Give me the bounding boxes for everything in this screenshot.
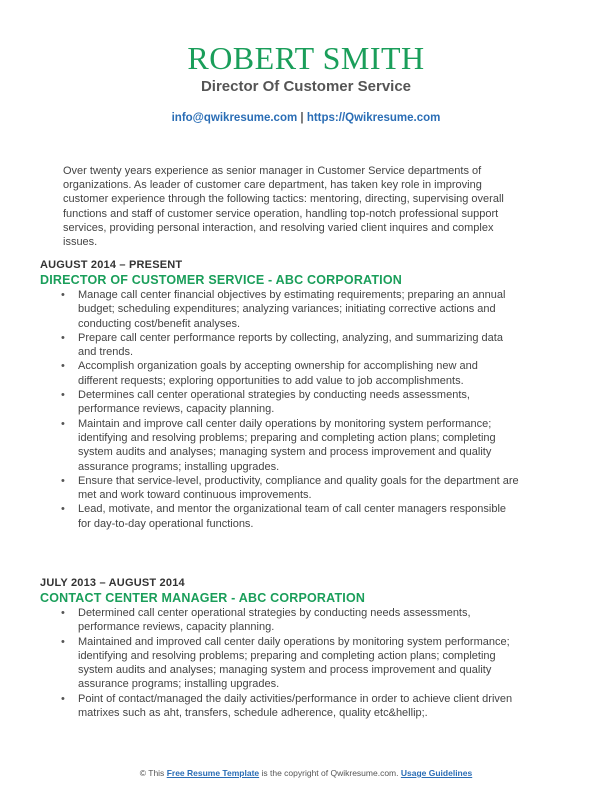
job-title: CONTACT CENTER MANAGER - ABC CORPORATION (40, 591, 366, 605)
list-item: • Prepare call center performance reports by collecting, analyzing, and summarizing data and trends. (40, 331, 520, 360)
candidate-name: ROBERT SMITH (187, 40, 425, 76)
job-dates: AUGUST 2014 – PRESENT (40, 259, 183, 271)
list-item: • Ensure that service-level, productivity, compliance and quality goals for the department are met and work toward continuous improvements. (40, 474, 520, 503)
job-title: DIRECTOR OF CUSTOMER SERVICE - ABC CORPORATION (40, 273, 403, 287)
list-item: • Accomplish organization goals by accepting ownership for accomplishing new and different requests; exploring opportunities to add value to job accomplishments. (40, 359, 520, 388)
contact-line (0, 111, 612, 125)
contact-separator: | (300, 112, 304, 124)
list-item: • Maintain and improve call center daily operations by monitoring system performance; identifying and resolving problems; preparing and completing action plans; completing system audits and analyses; managing system and process improvement and quality assurance programs; installing upgrades. (40, 417, 520, 474)
email-link[interactable]: info@qwikresume.com (171, 112, 298, 124)
footer-copyright: is the copyright of Qwikresume.com. (261, 768, 399, 778)
job-entry (40, 576, 520, 720)
free-resume-template-link[interactable]: Free Resume Template (166, 768, 260, 778)
list-item: • Determines call center operational strategies by conducting needs assessments, performance reviews, capacity planning. (40, 388, 520, 417)
summary-paragraph: Over twenty years experience as senior manager in Customer Service departments of organizations. As leader of customer care department, has taken key role in improving customer experience through the following tactics: mentoring, directing, supervising overall functions and staff of customer service operation, handling top-notch professional support services, providing personal interaction, and resolving varied client inquires and complex issues. (63, 165, 504, 249)
website-link[interactable]: https://Qwikresume.com (306, 112, 441, 124)
job-bullets (40, 288, 520, 531)
candidate-title: Director Of Customer Service (200, 78, 412, 95)
list-item: • Lead, motivate, and mentor the organizational team of call center managers responsible for day-to-day operational functions. (40, 502, 520, 531)
list-item: • Maintained and improved call center daily operations by monitoring system performance; identifying and resolving problems; preparing and completing action plans; completing system audits and analyses; managing system and process improvement and quality assurance programs; installing upgrades. (40, 635, 520, 692)
list-item: • Manage call center financial objectives by estimating requirements; preparing an annual budget; scheduling expenditures; analyzing variances; initiating corrective actions and conducting cost/benefit analyses. (40, 288, 520, 331)
list-item: • Determined call center operational strategies by conducting needs assessments, performance reviews, capacity planning. (40, 606, 520, 635)
footer-prefix: © This (139, 768, 165, 778)
job-bullets (40, 606, 520, 720)
job-entry (40, 258, 520, 531)
job-dates: JULY 2013 – AUGUST 2014 (40, 577, 185, 589)
list-item: • Point of contact/managed the daily activities/performance in order to achieve client driven matrixes such as aht, transfers, schedule adherence, quality etc&hellip;. (40, 692, 520, 721)
footer (0, 768, 612, 779)
usage-guidelines-link[interactable]: Usage Guidelines (400, 768, 473, 778)
